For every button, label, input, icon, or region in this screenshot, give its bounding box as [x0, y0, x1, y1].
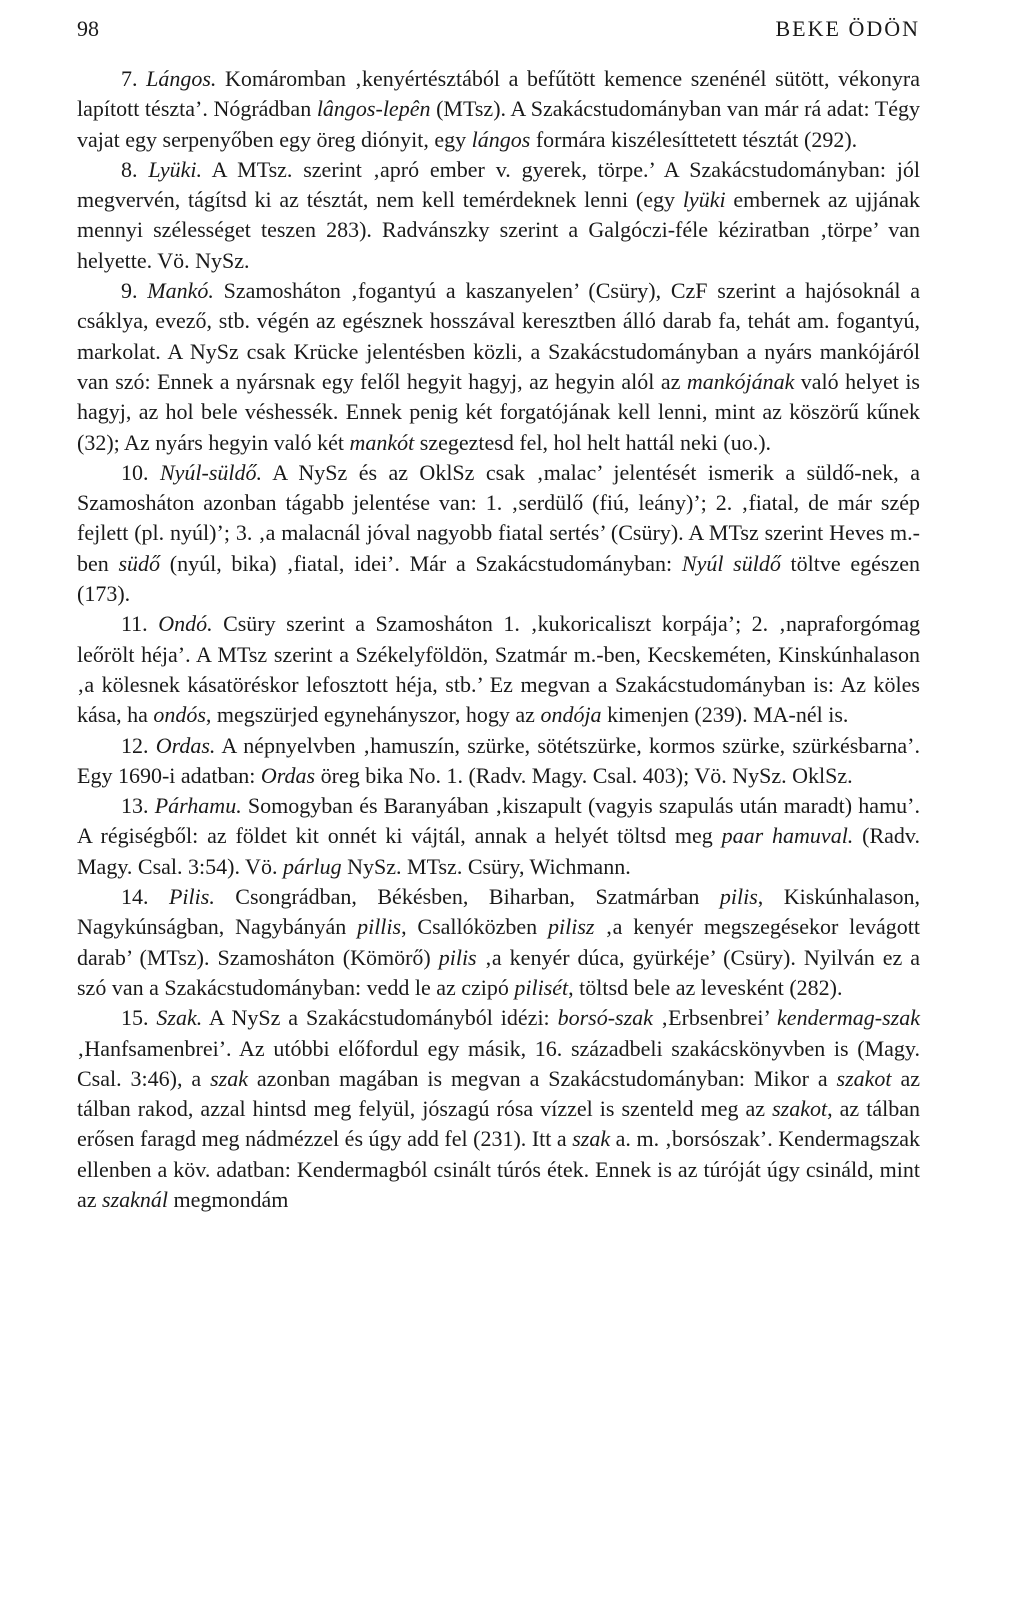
page-header [77, 16, 920, 52]
text-run: megmondám [168, 1186, 289, 1212]
text-run: a. m. ‚borsószak’. Kendermagszak ellenben a köv. adatban: Kendermagból csinált túrós étek. Ennek is az túróját úgy csináld, mint az [77, 1126, 921, 1212]
text-run: ‚Erbsenbrei’ [652, 1005, 778, 1031]
body-text [77, 64, 920, 1215]
italic-term: mankójának [686, 368, 795, 394]
text-run: , Csallóközben [401, 914, 548, 940]
italic-term: borsó-szak [557, 1005, 653, 1031]
italic-term: Ordas [260, 762, 316, 788]
text-run: Csüry szerint a Szamosháton 1. ‚kukoricaliszt korpája’; 2. ‚napraforgómag leőrölt héja’. A MTsz szerint a Székelyföldön, Szatmár m.-ben, Kecskeméten, Kinskúnhalason ‚a kölesnek kásatöréskor lefosztott héja, stb.’ Ez megvan a Szakácstudományban is: Az köles kása, ha [77, 611, 920, 728]
text-run: A NySz és az OklSz csak ‚malac’ jelentését ismerik a süldő-nek, a Szamosháton azonban tágabb jelentése van: 1. ‚serdülő (fiú, leány)’; 2. ‚fiatal, de már szép fejlett (pl. nyúl)’; 3. ‚a malacnál jóval nagyobb fiatal sertés’ (Csüry). A MTsz szerint Heves m.-ben [77, 459, 921, 576]
italic-term: ondós [153, 702, 206, 728]
text-run: ‚a kenyér dúca, gyürkéje’ (Csüry). Nyilván ez a szó van a Szakácstudományban: vedd le az czipó [77, 944, 920, 1000]
text-run: azonban magában is megvan a Szakácstudományban: Mikor a [247, 1065, 837, 1091]
entry-15 [77, 1003, 920, 1215]
text-run: A NySz a Szakácstudományból idézi: [202, 1005, 558, 1031]
text-run: 14. [121, 884, 169, 910]
italic-term: lángos [471, 126, 531, 152]
text-run: , megszürjed egynehányszor, hogy az [205, 702, 541, 728]
text-run: , az tálban erősen faragd meg nádmézzel és úgy add fel (231). Itt a [77, 1096, 920, 1152]
text-run: Somogyban és Baranyában ‚kiszapult (vagyis szapulás után maradt) hamu’. A régiségből: az földet kit onnét ki vájtál, annak a helyét töltsd meg [77, 793, 921, 849]
italic-term: párlug [282, 853, 342, 879]
text-run: ‚Hanfsamenbrei’. Az utóbbi előfordul egy másik, 16. századbeli szakácskönyvben is (Magy. Csal. 3:46), a [77, 1035, 920, 1091]
text-run: (nyúl, bika) ‚fiatal, idei’. Már a Szakácstudományban: [160, 550, 682, 576]
entry-9 [77, 276, 920, 458]
text-run: az tálban rakod, azzal hintsd meg felyül, jószagú rósa vízzel is szenteld meg az [77, 1065, 920, 1122]
entry-10 [77, 458, 920, 609]
text-run: Szamosháton ‚fogantyú a kaszanyelen’ (Csüry), CzF szerint a hajósoknál a csáklya, evező, stb. végén az egésznek hosszával keresztben álló darab fa, tehát am. fogantyú, markolat. A NySz csak Krücke jelentésben közli, a Szakácstudományban a nyárs mankójáról van szó: Ennek a nyársnak egy felől hegyit hagyj, az hegyin alól az [77, 278, 920, 394]
italic-term: Ordas. [155, 732, 216, 758]
text-run: 9. [121, 278, 148, 304]
italic-term: Nyúl-süldő. [159, 459, 263, 485]
text-run: töltve egészen (173). [77, 550, 920, 607]
italic-term: ondója [540, 702, 602, 728]
italic-term: Lángos. [146, 66, 217, 91]
entry-7 [77, 64, 920, 155]
text-run: 11. [121, 611, 159, 637]
text-run: 7. [121, 66, 147, 91]
italic-term: mankót [349, 429, 415, 455]
italic-term: Szak. [156, 1005, 203, 1031]
text-run: 12. [121, 732, 156, 758]
italic-term: lângos-lepên [316, 96, 431, 122]
entry-13 [77, 791, 920, 882]
text-run: való helyet is hagyj, az hol bele véshessék. Ennek penig két forgatójának kell lenni, mint az köszörű kűnek (32); Az nyárs hegyin való két [77, 368, 920, 455]
text-run: , töltsd bele az levesként (282). [568, 974, 843, 1000]
text-run: 13. [121, 793, 155, 819]
italic-term: paar hamuval. [721, 823, 854, 849]
italic-term: pilis [438, 944, 477, 970]
entry-11 [77, 609, 920, 730]
italic-term: lyüki [682, 187, 726, 213]
italic-term: szaknál [102, 1186, 169, 1212]
text-run: 8. [121, 156, 149, 182]
italic-term: pillis [357, 914, 402, 940]
entry-12 [77, 731, 920, 792]
text-run: (Radv. Magy. Csal. 3:54). Vö. [77, 823, 920, 879]
italic-term: Pilis. [168, 884, 215, 910]
italic-term: pilisét [514, 974, 569, 1000]
italic-term: pilis [719, 884, 758, 910]
italic-term: szak [572, 1126, 611, 1152]
text-run: ‚a kenyér megszegésekor levágott darab’ (MTsz). Szamosháton (Kömörő) [77, 914, 920, 970]
text-run: 15. [121, 1005, 157, 1031]
italic-term: Párhamu. [154, 793, 242, 819]
italic-term: Nyúl süldő [681, 550, 781, 576]
italic-term: szak [210, 1065, 248, 1091]
text-run: NySz. MTsz. Csüry, Wichmann. [341, 853, 631, 879]
entry-8 [77, 155, 920, 276]
italic-term: kendermag-szak [777, 1005, 921, 1031]
italic-term: pilisz [548, 914, 595, 940]
text-run: (MTsz). A Szakácstudományban van már rá adat: Tégy vajat egy serpenyőben egy öreg diónyit, egy [77, 96, 920, 152]
text-run: Komáromban ‚kenyértésztából a befűtött kemence szenénél sütött, vékonyra lapított tészta’. Nógrádban [77, 66, 921, 122]
italic-term: Ondó. [158, 611, 213, 637]
running-head: BEKE ÖDÖN [775, 16, 920, 41]
italic-term: szakot [836, 1065, 892, 1091]
text-run: 10. [121, 459, 160, 485]
text-run: kimenjen (239). MA-nél is. [601, 702, 849, 728]
text-run: embernek az ujjának mennyi szélességet teszen 283). Radvánszky szerint a Galgóczi-féle kéziratban ‚törpe’ van helyette. Vö. NySz. [77, 187, 920, 273]
italic-term: Mankó. [147, 278, 214, 304]
italic-term: Lyüki. [148, 156, 203, 182]
text-run: öreg bika No. 1. (Radv. Magy. Csal. 403); Vö. NySz. OklSz. [315, 762, 853, 788]
italic-term: südő [118, 550, 161, 576]
page-number: 98 [77, 16, 99, 41]
text-run: A MTsz. szerint ‚apró ember v. gyerek, törpe.’ A Szakácstudományban: jól megvervén, tágítsd ki az tésztát, nem kell temérdeknek lenni (egy [77, 156, 920, 213]
text-run: szegeztesd fel, hol helt hattál neki (uo.). [414, 429, 772, 455]
text-run: A népnyelvben ‚hamuszín, szürke, sötétszürke, kormos szürke, szürkésbarna’. Egy 1690-i adatban: [77, 732, 920, 788]
text-run: Csongrádban, Békésben, Biharban, Szatmárban [214, 884, 720, 910]
text-run: , Kiskúnhalason, Nagykúnságban, Nagybányán [77, 884, 921, 940]
italic-term: szakot [772, 1096, 828, 1122]
text-run: formára kiszélesíttetett tésztát (292). [530, 126, 858, 152]
entry-14 [77, 882, 920, 1003]
